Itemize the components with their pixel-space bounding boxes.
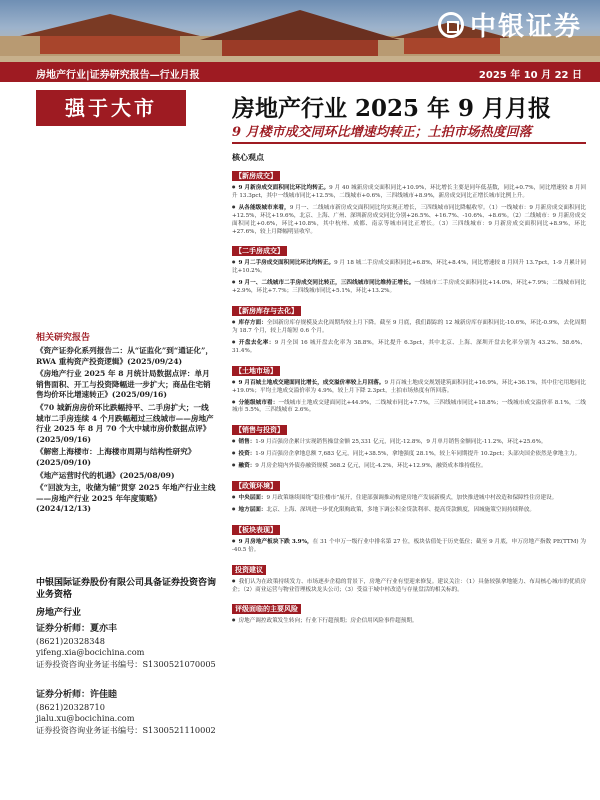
paragraph-lead: 9 月房地产板块下跌 3.9%，	[238, 538, 313, 545]
banner-image	[0, 0, 600, 62]
body-paragraph	[232, 398, 586, 416]
paragraph-lead: 库存方面：	[238, 320, 267, 327]
body-paragraph	[232, 278, 586, 296]
body-paragraph	[232, 493, 586, 503]
paragraph-text: 9 月 18 城二手房成交面积同比+6.8%，环比+8.4%，同比增速较 8 月回升 13.7pct，1-9 月累计同比+10.2%。	[232, 260, 586, 275]
paragraph-lead: 融资：	[238, 463, 256, 470]
analyst-email[interactable]: jialu.xu@bocichina.com	[36, 713, 135, 724]
report-body	[232, 150, 586, 790]
report-date: 2025 年 10 月 22 日	[478, 70, 582, 81]
boc-logo-icon	[438, 12, 464, 38]
body-paragraph	[232, 183, 586, 201]
analyst-name: 证券分析师：许佳睦	[36, 690, 118, 700]
analyst-name: 证券分析师：夏亦丰	[36, 624, 118, 634]
body-paragraph	[232, 577, 586, 595]
related-report-item[interactable]: 《“回波为主，收储为辅”贯穿 2025 年地产行业主线——房地产行业 2025 年年度策略》(2024/12/13)	[36, 483, 216, 514]
paragraph-text: 一线城市二手房成交面积同比+14.0%，环比+7.9%；二线城市同比+2.9%，环比+7.7%；三四线城市同比+5.1%，环比+13.2%。	[232, 280, 586, 295]
paragraph-text: 9 月百城土地成交规划建筑面积同比+16.9%，环比+36.1%，其中住宅用地同比+19.0%；平均土地成交溢价率为 4.9%，较上月下降 2.3pct，土拍市场热度有所回落。	[232, 379, 586, 394]
rating-badge: 强于大市	[36, 90, 186, 126]
analyst-phone: (8621)20328348	[36, 635, 105, 646]
paragraph-lead: 开盘去化率：	[238, 339, 275, 346]
paragraph-text: 一线城市土地成交建面同比+44.9%，二线城市同比+7.7%，三四线城市同比+18.8%；一线城市成交溢价率 8.1%，二线城市 5.5%，三四线城市 2.6%。	[232, 399, 586, 414]
paragraph-lead: 从各能级城市来看，	[238, 204, 290, 211]
related-report-item[interactable]: 《资产证券化系列报告二：从“证监化”到“通证化”，RWA 重构资产投资逻辑》(2025/09/24)	[36, 346, 213, 366]
paragraph-text: 我们认为在政策持续发力、市场逐步企稳的背景下，房地产行业有望迎来修复。建议关注：（1）具备较强拿地能力、布局核心城市的优质房企；（2）商业运营与物业管理板块龙头公司；（3）受益于城中村改造与存量盘活的相关标的。	[232, 578, 586, 593]
paragraph-lead: 9 月百城土地成交建面同比增长，成交溢价率较上月回落。	[238, 379, 385, 386]
body-paragraph	[232, 318, 586, 336]
analyst-email[interactable]: yifeng.xia@bocichina.com	[36, 647, 145, 658]
body-paragraph	[232, 378, 586, 396]
paragraph-lead: 分能级城市看：	[238, 399, 279, 406]
paragraph-text: 1-9 月百强房企拿地总额 7,683 亿元，同比+38.5%，拿地强度 28.1%，较上年同期提升 10.2pct；头部央国企依然是拿地主力。	[255, 451, 581, 458]
paragraph-lead: 销售：	[238, 439, 256, 446]
header-strip	[0, 62, 600, 82]
section-heading: 评级面临的主要风险	[232, 604, 301, 614]
body-paragraph	[232, 258, 586, 276]
section-heading: 【板块表现】	[232, 525, 280, 535]
body-paragraph	[232, 616, 586, 626]
related-report-item[interactable]: 《70 城新房房价环比跌幅持平、二手房扩大；一线城市二手房连续 4 个月跌幅超过三线城市——房地产行业 2025 年 8 月 70 个大中城市房价数据点评》(2025/09/16)	[36, 402, 214, 444]
breadcrumb: 房地产行业|证券研究报告—行业月报	[36, 70, 200, 81]
paragraph-lead: 中央层面：	[238, 495, 267, 502]
paragraph-text: 9 月一、二线城市新房成交面积同比均实现正增长，三四线城市同比降幅收窄。（1）一线城市：9 月新房成交面积同比+12.5%，环比+19.6%，北京、上海、广州、深圳新房成交同比分别+26.5%、+16.7%、-10.6%、+8.6%。（2）二线城市：9 月新房成交面积同比+0.6%，环比+10.8%，其中杭州、成都、南京等城市同比正增长。（3）三四线城市：9 月新房成交面积同比+8.9%，环比+27.6%，较上月降幅明显收窄。	[232, 204, 586, 235]
report-subtitle: 9 月楼市成交同环比增速均转正；土拍市场热度回落	[232, 125, 532, 140]
paragraph-text: 北京、上海、深圳进一步优化限购政策，多地下调公积金贷款利率、提高贷款额度，因城施策空间持续释放。	[266, 506, 535, 513]
analyst-license: 证券投资咨询业务证书编号：S1300521070005	[36, 658, 216, 669]
brand-lockup	[438, 6, 582, 43]
section-heading: 投资建议	[232, 565, 266, 575]
section-heading: 【销售与投资】	[232, 425, 287, 435]
related-reports-heading: 相关研究报告	[36, 333, 91, 343]
analyst-license: 证券投资咨询业务证书编号：S1300521110002	[36, 724, 216, 735]
paragraph-text: 房地产调控政策发生转向；行业下行超预期；房企信用风险事件超预期。	[238, 618, 418, 625]
analyst-block	[36, 690, 216, 736]
related-reports	[36, 330, 216, 517]
paragraph-text: 9 月政策继续围绕“稳住楼市”展开，住建部强调推动构建房地产发展新模式，加快推进城中村改造和保障性住房建设。	[266, 495, 558, 502]
report-title: 房地产行业 2025 年 9 月月报	[232, 95, 552, 122]
paragraph-text: 9 月房企境内外债券融资规模 368.2 亿元，同比-4.2%，环比+12.9%，融资成本维持低位。	[255, 463, 487, 470]
paragraph-text: 9 月 40 城新房成交面积同比+10.9%，环比增长主要是同年低基数，同比+0.7%，同比增速较 8 月回升 13.3pct，其中一线城市同比+12.5%，二线城市+0.6%，三四线城市+8.9%，新房成交同比正增长城市比例上升。	[232, 185, 586, 199]
body-paragraph	[232, 461, 586, 471]
paragraph-text: 9 月全国 16 城开盘去化率为 38.8%，环比提升 6.3pct，其中北京、上海、深圳开盘去化率分别为 43.2%、58.6%、31.4%。	[232, 339, 586, 354]
paragraph-lead: 地方层面：	[238, 506, 267, 513]
paragraph-text: 全国新房库存规模及去化周期均较上月下降。截至 9 月底，我们跟踪的 12 城新房库存面积同比-10.6%，环比-0.9%，去化周期为 18.7 个月，较上月缩短 0.6 个月。	[232, 320, 586, 334]
title-divider	[232, 142, 586, 144]
related-report-item[interactable]: 《房地产行业 2025 年 8 月统计局数据点评：单月销售面积、开工与投资降幅进一步扩大；商品住宅销售均价环比增速转正》(2025/09/16)	[36, 369, 211, 400]
section-heading: 【政策环境】	[232, 481, 280, 491]
related-report-item[interactable]: 《解密上海楼市：上海楼市周期与结构性研究》(2025/09/10)	[36, 447, 196, 467]
analyst-phone: (8621)20328710	[36, 701, 105, 712]
paragraph-lead: 9 月一、二线城市二手房成交同比转正，三四线城市同比维持正增长。	[238, 280, 415, 287]
brand-name: 中银证券	[469, 12, 582, 42]
paragraph-text: 1-9 月百强房企累计实现销售操盘金额 25,331 亿元，同比-12.8%，9 月单月销售金额同比-11.2%，环比+25.6%。	[255, 439, 547, 446]
section-heading: 【二手房成交】	[232, 246, 287, 256]
paragraph-lead: 9 月二手房成交面积同比环比均转正。	[238, 260, 335, 267]
related-report-item[interactable]: 《地产运营时代的机遇》(2025/08/09)	[36, 470, 175, 480]
section-heading: 【新房成交】	[232, 171, 280, 181]
company-qualification: 中银国际证券股份有限公司具备证券投资咨询业务资格	[36, 578, 217, 600]
body-paragraph	[232, 203, 586, 237]
body-paragraph	[232, 449, 586, 459]
body-paragraph	[232, 537, 586, 555]
body-paragraph	[232, 437, 586, 447]
section-heading: 【新房库存与去化】	[232, 306, 301, 316]
report-sections	[232, 163, 586, 626]
section-heading: 【土地市场】	[232, 366, 280, 376]
paragraph-text: 在 31 个申万一级行业中排名第 27 位，板块估值处于历史低位；截至 9 月底，申万房地产指数 PE(TTM) 为 -40.5 倍。	[232, 538, 586, 553]
body-paragraph	[232, 338, 586, 356]
paragraph-lead: 投资：	[238, 451, 256, 458]
paragraph-lead: 9 月新房成交面积同比环比均转正。	[238, 185, 330, 191]
body-paragraph	[232, 505, 586, 515]
core-view-heading: 核心观点	[232, 153, 264, 162]
industry-label: 房地产行业	[36, 608, 82, 618]
analyst-block	[36, 624, 216, 670]
